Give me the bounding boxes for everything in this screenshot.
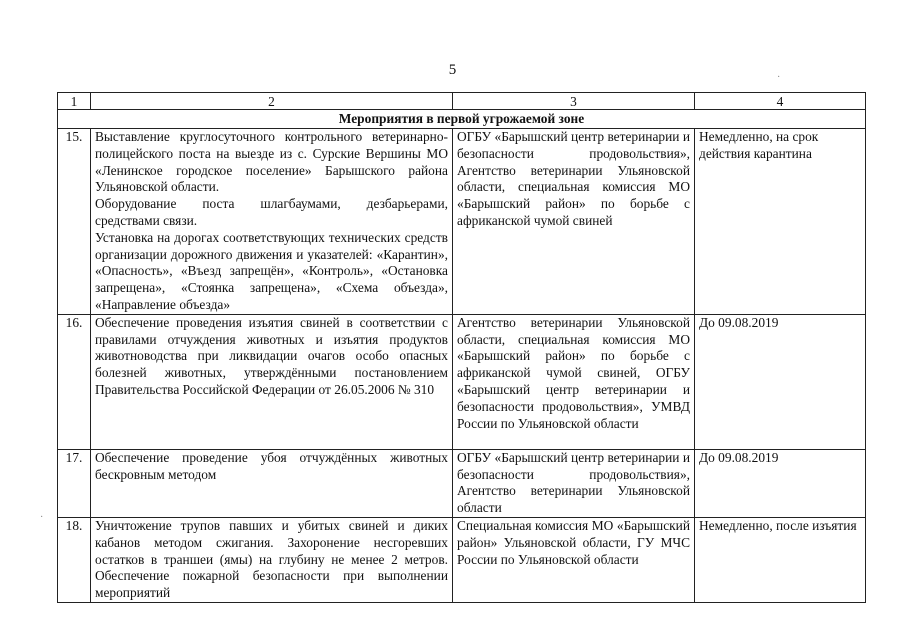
row-number: 15. [58,129,91,315]
measure-text: Обеспечение проведение убоя отчуждённых животных бескровным методом [95,449,448,482]
scan-speck: · [40,512,44,523]
responsible-cell: ОГБУ «Барышский центр ветеринарии и безопасности продовольствия», Агентство ветеринарии Ульяновской области, специальная комиссия МО «Барышский район» по борьбе с африканской чумой свиней [453,129,695,315]
row-number: 18. [58,517,91,602]
deadline-cell: Немедленно, на срок действия карантина [695,129,866,315]
measure-cell [91,449,453,517]
measure-cell [91,129,453,315]
table-row [58,314,866,449]
measure-text: Оборудование поста шлагбаумами, дезбарьерами, средствами связи. [95,196,448,228]
responsible-cell: Агентство ветеринарии Ульяновской области, специальная комиссия МО «Барышский район» по борьбе с африканской чумой свиней, ОГБУ «Барышский центр ветеринарии и безопасности продовольствия», УМВД России по Ульяновской области [453,314,695,449]
page-number: 5 [448,62,457,78]
measures-table [57,92,866,603]
measure-text: Установка на дорогах соответствующих технических средств организации дорожного движения и указателей: «Карантин», «Опасность», «Въезд запрещён», «Контроль», «Остановка запрещена», «Стоянка запрещена», «Схема объезда», «Направление объезда» [95,229,448,312]
deadline-cell: До 09.08.2019 [695,449,866,517]
row-number: 17. [58,449,91,517]
deadline-cell: Немедленно, после изъятия [695,517,866,602]
table-row [58,129,866,315]
measure-text: Обеспечение проведения изъятия свиней в соответствии с правилами отчуждения животных и изъятия продуктов животноводства при ликвидации очагов особо опасных болезней животных, утверждёнными постановлением Правительства Российской Федерации от 26.05.2006 № 310 [95,314,448,397]
header-cell-3: 3 [453,93,695,110]
measure-cell [91,517,453,602]
header-cell-2: 2 [91,93,453,110]
deadline-cell: До 09.08.2019 [695,314,866,449]
table-row [58,449,866,517]
header-cell-4: 4 [695,93,866,110]
measure-text: Выставление круглосуточного контрольного ветеринарно-полицейского поста на выезде из с. Сурские Вершины МО «Ленинское городское поселение» Барышского района Ульяновской области. [95,129,448,195]
table-row [58,517,866,602]
header-cell-1: 1 [58,93,91,110]
responsible-cell: ОГБУ «Барышский центр ветеринарии и безопасности продовольствия», Агентство ветеринарии Ульяновской области [453,449,695,517]
section-row [58,110,866,129]
scan-speck: · [777,72,781,83]
row-number: 16. [58,314,91,449]
header-row [58,93,866,110]
measure-text: Уничтожение трупов павших и убитых свиней и диких кабанов методом сжигания. Захоронение несгоревших остатков в траншеи (ямы) на глубину не менее 2 метров. Обеспечение пожарной безопасности при выполнении мероприятий [95,517,448,601]
measure-cell [91,314,453,449]
section-title: Мероприятия в первой угрожаемой зоне [58,110,866,129]
responsible-cell: Специальная комиссия МО «Барышский район» Ульяновской области, ГУ МЧС России по Ульяновской области [453,517,695,602]
